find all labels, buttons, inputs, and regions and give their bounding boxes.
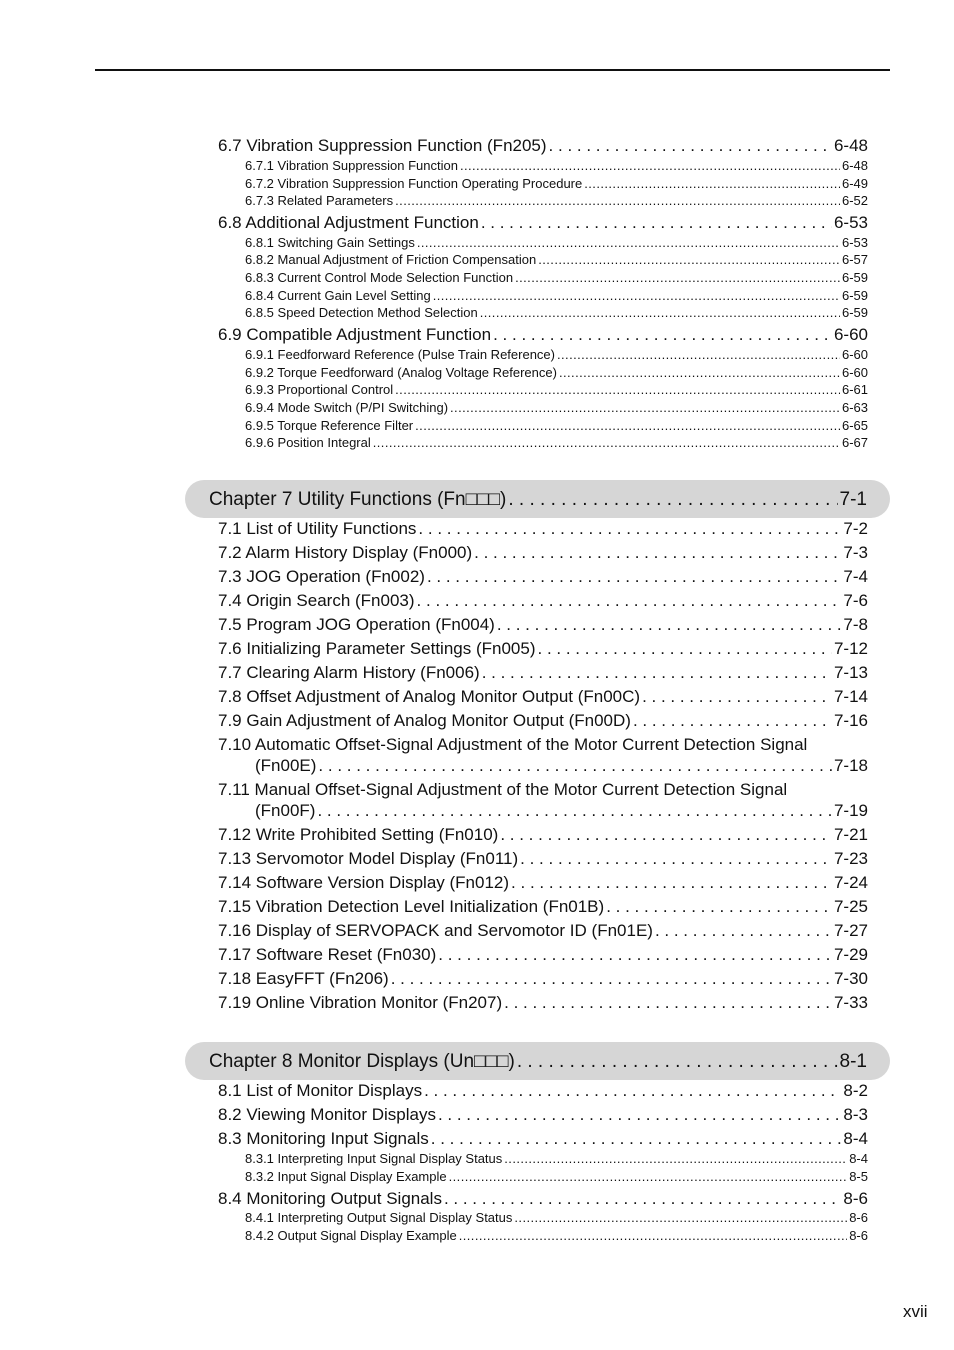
toc-entry-7-16[interactable]: [218, 921, 868, 941]
toc-entry-6-7[interactable]: [218, 136, 868, 156]
toc-page: 7-16: [833, 711, 868, 730]
toc-title: 6.8.5 Speed Detection Method Selection: [245, 305, 478, 320]
toc-entry-7-10[interactable]: [255, 756, 868, 776]
toc-page: 6-59: [841, 270, 868, 285]
toc-entry-7-11-title[interactable]: 7.11 Manual Offset-Signal Adjustment of the Motor Current Detection Signal: [218, 780, 788, 799]
toc-title: 7.6 Initializing Parameter Settings (Fn005): [218, 639, 536, 658]
toc-entry-7-3[interactable]: [218, 567, 868, 587]
toc-entry-6-9-3[interactable]: [245, 382, 868, 397]
toc-title: 6.7.1 Vibration Suppression Function: [245, 158, 458, 173]
toc-title: 6.8.1 Switching Gain Settings: [245, 235, 415, 250]
toc-page: 7-12: [833, 639, 868, 658]
toc-page: 6-60: [841, 347, 868, 362]
toc-page: 7-4: [843, 567, 868, 586]
toc-title: 7.13 Servomotor Model Display (Fn011): [218, 849, 519, 868]
toc-page: 6-53: [841, 235, 868, 250]
chapter-8-heading[interactable]: [209, 1051, 867, 1073]
toc-entry-6-7-2[interactable]: [245, 176, 868, 191]
toc-entry-7-5[interactable]: [218, 615, 868, 635]
toc-page: 8-2: [843, 1081, 868, 1100]
toc-title: 7.12 Write Prohibited Setting (Fn010): [218, 825, 499, 844]
toc-page: 6-61: [841, 382, 868, 397]
toc-entry-7-1[interactable]: [218, 519, 868, 539]
toc-entry-8-4-2[interactable]: [245, 1228, 868, 1243]
toc-page: 7-24: [833, 873, 868, 892]
toc-title: 8.3.1 Interpreting Input Signal Display Status: [245, 1151, 503, 1166]
chapter-page: 8-1: [839, 1051, 867, 1072]
toc-title: 7.17 Software Reset (Fn030): [218, 945, 437, 964]
toc-entry-7-19[interactable]: [218, 993, 868, 1013]
toc-title: 8.2 Viewing Monitor Displays: [218, 1105, 436, 1124]
toc-page: 8-6: [843, 1189, 868, 1208]
toc-entry-6-8-3[interactable]: [245, 270, 868, 285]
toc-entry-8-2[interactable]: [218, 1105, 868, 1125]
toc-title: 8.1 List of Monitor Displays: [218, 1081, 423, 1100]
toc-page: 6-59: [841, 288, 868, 303]
toc-page: 6-52: [841, 193, 868, 208]
toc-title: 6.9.4 Mode Switch (P/PI Switching): [245, 400, 449, 415]
toc-title: 6.8.4 Current Gain Level Setting: [245, 288, 431, 303]
toc-entry-7-4[interactable]: [218, 591, 868, 611]
toc-page: 8-4: [843, 1129, 868, 1148]
toc-entry-7-14[interactable]: [218, 873, 868, 893]
chapter-title: Chapter 8 Monitor Displays (Un□□□): [209, 1051, 515, 1072]
toc-entry-6-9-2[interactable]: [245, 365, 868, 380]
toc-page: 7-14: [833, 687, 868, 706]
toc-entry-6-8[interactable]: [218, 213, 868, 233]
toc-page: 7-13: [833, 663, 868, 682]
toc-title: 7.15 Vibration Detection Level Initialization (Fn01B): [218, 897, 605, 916]
toc-title: 6.8.3 Current Control Mode Selection Function: [245, 270, 514, 285]
toc-entry-7-9[interactable]: [218, 711, 868, 731]
toc-entry-8-3-2[interactable]: [245, 1169, 868, 1184]
toc-entry-8-3-1[interactable]: [245, 1151, 868, 1166]
toc-entry-6-7-3[interactable]: [245, 193, 868, 208]
toc-page: 6-67: [841, 435, 868, 450]
toc-page: 7-18: [833, 756, 868, 775]
toc-entry-8-1[interactable]: [218, 1081, 868, 1101]
toc-title: 6.9.2 Torque Feedforward (Analog Voltage Reference): [245, 365, 557, 380]
toc-title: 6.9.5 Torque Reference Filter: [245, 418, 414, 433]
toc-page: 6-63: [841, 400, 868, 415]
toc-entry-7-15[interactable]: [218, 897, 868, 917]
toc-title: 8.3.2 Input Signal Display Example: [245, 1169, 447, 1184]
toc-page: 7-29: [833, 945, 868, 964]
toc-title: 6.9.1 Feedforward Reference (Pulse Train Reference): [245, 347, 555, 362]
toc-title-continuation: (Fn00F): [255, 801, 316, 820]
toc-entry-6-9-1[interactable]: [245, 347, 868, 362]
toc-title: 6.7.2 Vibration Suppression Function Operating Procedure: [245, 176, 583, 191]
toc-entry-8-4[interactable]: [218, 1189, 868, 1209]
toc-page: 7-27: [833, 921, 868, 940]
toc-title: 8.4.1 Interpreting Output Signal Display Status: [245, 1210, 513, 1225]
toc-entry-6-8-4[interactable]: [245, 288, 868, 303]
toc-page: 8-6: [849, 1228, 868, 1243]
toc-title: 7.3 JOG Operation (Fn002): [218, 567, 425, 586]
toc-page: 7-33: [833, 993, 868, 1012]
toc-entry-6-9[interactable]: [218, 325, 868, 345]
toc-page: 7-2: [843, 519, 868, 538]
toc-page: 6-48: [833, 136, 868, 155]
toc-entry-6-8-5[interactable]: [245, 305, 868, 320]
toc-page: 6-57: [841, 252, 868, 267]
toc-title-continuation: (Fn00E): [255, 756, 317, 775]
chapter-page: 7-1: [839, 489, 867, 510]
toc-title: 6.7 Vibration Suppression Function (Fn205): [218, 136, 547, 155]
toc-page: 6-60: [833, 325, 868, 344]
toc-title: 7.7 Clearing Alarm History (Fn006): [218, 663, 480, 682]
toc-entry-7-8[interactable]: [218, 687, 868, 707]
toc-page: 7-8: [843, 615, 868, 634]
toc-entry-6-8-1[interactable]: [245, 235, 868, 250]
toc-title: 7.8 Offset Adjustment of Analog Monitor Output (Fn00C): [218, 687, 641, 706]
toc-entry-7-12[interactable]: [218, 825, 868, 845]
toc-title: 6.8 Additional Adjustment Function: [218, 213, 479, 232]
toc-page: 8-4: [849, 1151, 868, 1166]
toc-entry-8-3[interactable]: [218, 1129, 868, 1149]
toc-page: 7-30: [833, 969, 868, 988]
toc-entry-7-18[interactable]: [218, 969, 868, 989]
toc-title: 7.18 EasyFFT (Fn206): [218, 969, 389, 988]
toc-entry-8-4-1[interactable]: [245, 1210, 868, 1225]
toc-title: 8.4.2 Output Signal Display Example: [245, 1228, 457, 1243]
toc-page: 7-21: [833, 825, 868, 844]
toc-entry-6-9-6[interactable]: [245, 435, 868, 450]
toc-title: 7.14 Software Version Display (Fn012): [218, 873, 510, 892]
toc-entry-7-7[interactable]: [218, 663, 868, 683]
toc-page: 6-49: [841, 176, 868, 191]
toc-page: 6-53: [833, 213, 868, 232]
toc-title: 7.1 List of Utility Functions: [218, 519, 417, 538]
toc-title: 6.9.6 Position Integral: [245, 435, 371, 450]
toc-entry-6-9-4[interactable]: [245, 400, 868, 415]
toc-title: 7.16 Display of SERVOPACK and Servomotor ID (Fn01E): [218, 921, 653, 940]
chapter-title: Chapter 7 Utility Functions (Fn□□□): [209, 489, 507, 510]
toc-page: 7-6: [843, 591, 868, 610]
toc-title: 6.9 Compatible Adjustment Function: [218, 325, 492, 344]
toc-title: 8.3 Monitoring Input Signals: [218, 1129, 429, 1148]
toc-title: 7.2 Alarm History Display (Fn000): [218, 543, 473, 562]
toc-entry-6-7-1[interactable]: [245, 158, 868, 173]
toc-page: 6-65: [841, 418, 868, 433]
toc-page: 7-23: [833, 849, 868, 868]
toc-title: 7.5 Program JOG Operation (Fn004): [218, 615, 495, 634]
toc-entry-6-9-5[interactable]: [245, 418, 868, 433]
toc-page: 7-19: [833, 801, 868, 820]
toc-title: 6.7.3 Related Parameters: [245, 193, 394, 208]
page-number: xvii: [903, 1302, 928, 1321]
chapter-7-heading[interactable]: [209, 489, 867, 511]
toc-page: 6-59: [841, 305, 868, 320]
toc-page: 6-48: [841, 158, 868, 173]
toc-entry-6-8-2[interactable]: [245, 252, 868, 267]
toc-page: 7-3: [843, 543, 868, 562]
toc-entry-7-13[interactable]: [218, 849, 868, 869]
toc-title: 7.4 Origin Search (Fn003): [218, 591, 415, 610]
toc-page: 8-6: [849, 1210, 868, 1225]
toc-entry-7-17[interactable]: [218, 945, 868, 965]
toc-page: 6-60: [841, 365, 868, 380]
toc-title: 6.9.3 Proportional Control: [245, 382, 394, 397]
toc-title: 6.8.2 Manual Adjustment of Friction Compensation: [245, 252, 537, 267]
toc-entry-7-11[interactable]: [255, 801, 868, 821]
toc-entry-7-6[interactable]: [218, 639, 868, 659]
toc-page: 7-25: [833, 897, 868, 916]
toc-title: 8.4 Monitoring Output Signals: [218, 1189, 442, 1208]
toc-entry-7-2[interactable]: [218, 543, 868, 563]
toc-title: 7.9 Gain Adjustment of Analog Monitor Output (Fn00D): [218, 711, 631, 730]
toc-entry-7-10-title[interactable]: 7.10 Automatic Offset-Signal Adjustment of the Motor Current Detection Signal: [218, 735, 808, 754]
toc-page: 8-3: [843, 1105, 868, 1124]
toc-title: 7.19 Online Vibration Monitor (Fn207): [218, 993, 503, 1012]
toc-page: 8-5: [849, 1169, 868, 1184]
